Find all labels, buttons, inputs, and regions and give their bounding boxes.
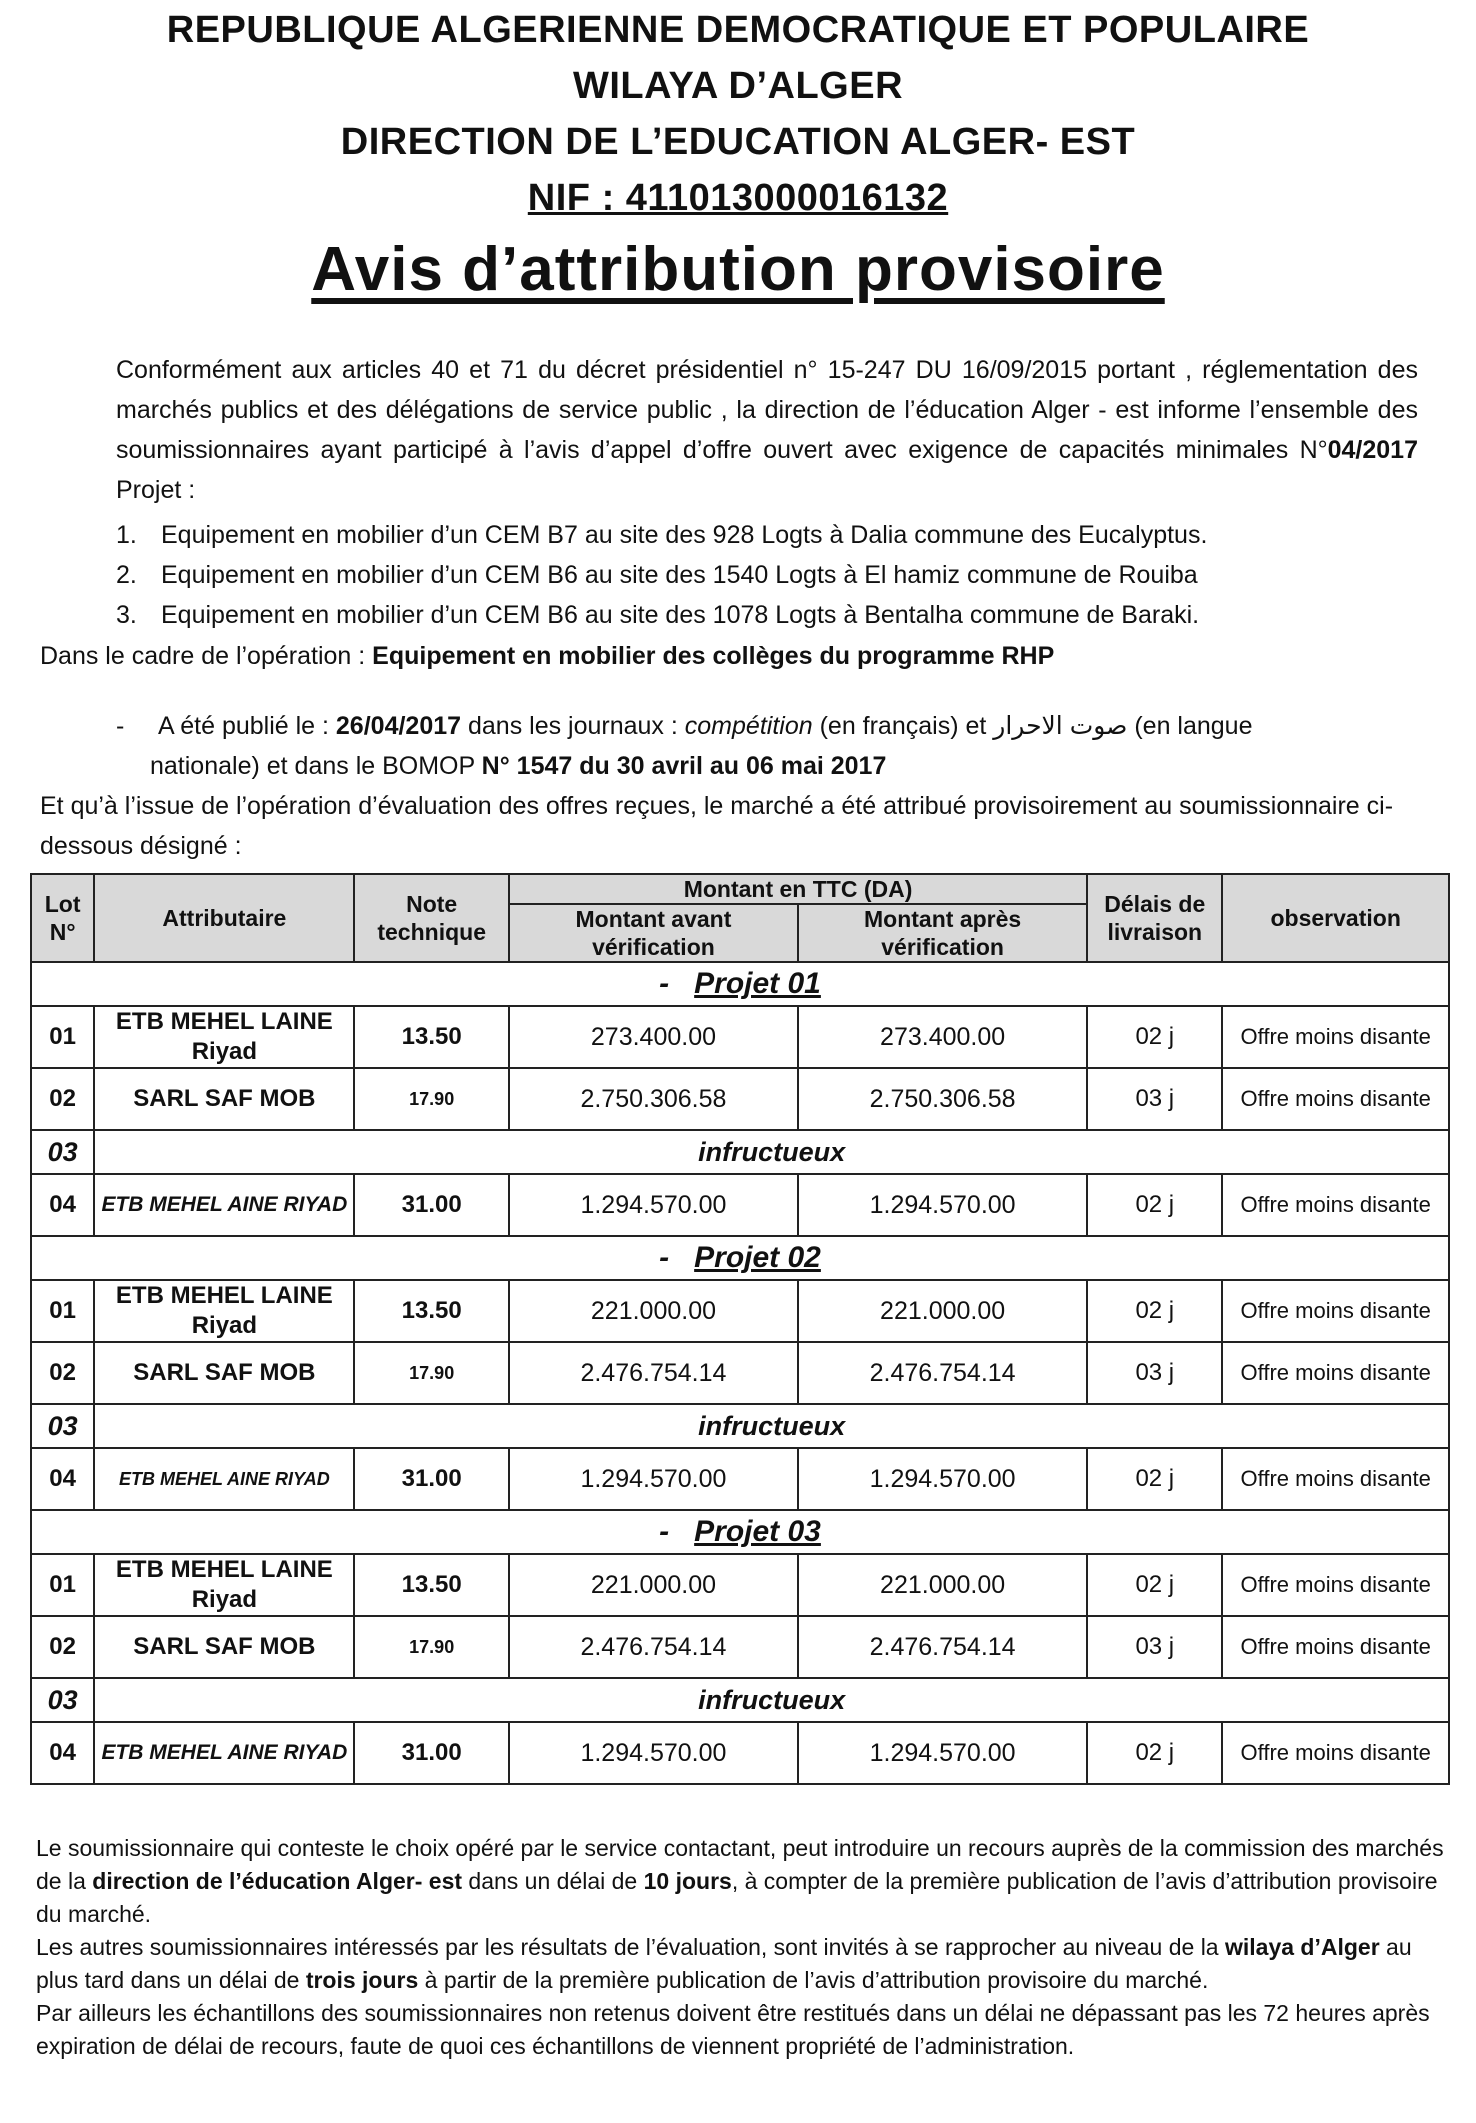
cell-attributaire: ETB MEHEL AINE RIYAD xyxy=(94,1722,354,1784)
cell-montant-avant: 2.750.306.58 xyxy=(509,1068,798,1130)
cell-delai: 03 j xyxy=(1087,1342,1222,1404)
header-nif: NIF : 411013000016132 xyxy=(527,177,949,219)
cell-montant-apres: 1.294.570.00 xyxy=(798,1174,1087,1236)
project-dash: - xyxy=(659,1241,670,1274)
cell-montant-avant: 221.000.00 xyxy=(509,1280,798,1342)
list-item-text: Equipement en mobilier d’un CEM B6 au site des 1078 Logts à Bentalha commune de Baraki. xyxy=(161,601,1200,629)
cell-montant-apres: 221.000.00 xyxy=(798,1554,1087,1616)
table-row xyxy=(31,1722,1449,1784)
closing-p2e: à partir de la première publication de l’avis d’attribution provisoire du marché. xyxy=(418,1967,1209,1993)
publication-e: nationale) et dans le BOMOP xyxy=(150,752,482,780)
table-row xyxy=(31,1448,1449,1510)
cell-observation: Offre moins disante xyxy=(1222,1342,1449,1404)
cell-infructueux: infructueux xyxy=(94,1678,1449,1722)
cell-lot: 03 xyxy=(31,1130,94,1174)
cell-attributaire: ETB MEHEL AINE RIYAD xyxy=(94,1448,354,1510)
cell-observation: Offre moins disante xyxy=(1222,1722,1449,1784)
col-observation: observation xyxy=(1222,874,1449,962)
closing-p2a: Les autres soumissionnaires intéressés par les résultats de l’évaluation, sont invités à se rapprocher au niveau de la xyxy=(36,1934,1225,1960)
cell-lot: 04 xyxy=(31,1174,94,1236)
cell-delai: 03 j xyxy=(1087,1616,1222,1678)
intro-paragraph xyxy=(116,350,1418,510)
document-header xyxy=(0,2,1476,226)
cell-attributaire: SARL SAF MOB xyxy=(94,1616,354,1678)
cell-note: 17.90 xyxy=(354,1068,508,1130)
project-heading-row xyxy=(31,1510,1449,1554)
cell-lot: 02 xyxy=(31,1342,94,1404)
publication-paragraph xyxy=(116,706,1416,786)
cell-montant-avant: 2.476.754.14 xyxy=(509,1342,798,1404)
project-list xyxy=(116,515,1416,635)
header-direction: DIRECTION DE L’EDUCATION ALGER- EST xyxy=(340,121,1136,163)
table-row xyxy=(31,1616,1449,1678)
cell-attributaire: ETB MEHEL AINE RIYAD xyxy=(94,1174,354,1236)
cell-montant-avant: 2.476.754.14 xyxy=(509,1616,798,1678)
list-item xyxy=(116,595,1416,635)
publication-a: A été publié le : xyxy=(158,712,336,740)
closing-section xyxy=(36,1832,1446,2063)
cell-delai: 03 j xyxy=(1087,1068,1222,1130)
cell-lot: 01 xyxy=(31,1554,94,1616)
table-row-infructueux xyxy=(31,1130,1449,1174)
table-row-infructueux xyxy=(31,1678,1449,1722)
cell-observation: Offre moins disante xyxy=(1222,1616,1449,1678)
project-heading-row xyxy=(31,1236,1449,1280)
publication-dash: - xyxy=(116,712,125,740)
list-item xyxy=(116,555,1416,595)
project-name: Projet 01 xyxy=(694,967,821,1000)
cell-note: 31.00 xyxy=(354,1174,508,1236)
cell-note: 17.90 xyxy=(354,1616,508,1678)
closing-p2c: au plus tard dans un délai de xyxy=(36,1934,1412,1993)
cell-infructueux: infructueux xyxy=(94,1130,1449,1174)
col-montant-apres: Montant après vérification xyxy=(798,904,1087,962)
cell-delai: 02 j xyxy=(1087,1554,1222,1616)
cell-montant-avant: 221.000.00 xyxy=(509,1554,798,1616)
closing-recours xyxy=(36,1832,1446,1931)
cell-montant-avant: 273.400.00 xyxy=(509,1006,798,1068)
cell-lot: 01 xyxy=(31,1006,94,1068)
cell-observation: Offre moins disante xyxy=(1222,1174,1449,1236)
cell-montant-avant: 1.294.570.00 xyxy=(509,1722,798,1784)
list-item-number: 1. xyxy=(116,521,137,549)
cell-observation: Offre moins disante xyxy=(1222,1280,1449,1342)
publication-bomop: N° 1547 du 30 avril au 06 mai 2017 xyxy=(481,752,887,780)
closing-p1c: dans un délai de xyxy=(462,1868,644,1894)
cell-lot: 01 xyxy=(31,1280,94,1342)
table-row xyxy=(31,1280,1449,1342)
cell-lot: 03 xyxy=(31,1678,94,1722)
col-lot: Lot N° xyxy=(31,874,94,962)
cell-attributaire: ETB MEHEL LAINE Riyad xyxy=(94,1006,354,1068)
closing-p1d: 10 jours xyxy=(643,1868,732,1894)
issue-paragraph: Et qu’à l’issue de l’opération d’évaluation des offres reçues, le marché a été attribué provisoirement au soumissionnaire ci- dessous désigné : xyxy=(40,792,1394,860)
closing-echantillons: Par ailleurs les échantillons des soumissionnaires non retenus doivent être restitués dans un délai ne dépassant pas les 72 heures après expiration de délai de recours, faute de quoi ces échantillons de viennent propriété de l’administration. xyxy=(36,2000,1430,2059)
results-table xyxy=(30,873,1450,1785)
publication-b: dans les journaux : xyxy=(461,712,685,740)
publication-d: (en langue xyxy=(1127,712,1253,740)
publication-date: 26/04/2017 xyxy=(335,712,462,740)
cell-montant-apres: 2.476.754.14 xyxy=(798,1616,1087,1678)
project-dash: - xyxy=(659,967,670,1000)
col-montant: Montant en TTC (DA) xyxy=(509,874,1087,904)
project-heading-row xyxy=(31,962,1449,1006)
col-attributaire: Attributaire xyxy=(94,874,354,962)
cell-lot: 02 xyxy=(31,1616,94,1678)
project-dash: - xyxy=(659,1515,670,1548)
cell-montant-apres: 2.750.306.58 xyxy=(798,1068,1087,1130)
cell-delai: 02 j xyxy=(1087,1448,1222,1510)
cell-montant-apres: 221.000.00 xyxy=(798,1280,1087,1342)
cell-note: 17.90 xyxy=(354,1342,508,1404)
table-row xyxy=(31,1342,1449,1404)
closing-p1a: Le soumissionnaire qui conteste le choix opéré par le service contactant, peut introduire un recours auprès de la commission des marchés de la xyxy=(36,1835,1444,1894)
cell-note: 13.50 xyxy=(354,1280,508,1342)
cell-delai: 02 j xyxy=(1087,1006,1222,1068)
intro-number: 04/2017 xyxy=(1327,436,1418,464)
closing-autres xyxy=(36,1931,1446,1997)
list-item-text: Equipement en mobilier d’un CEM B7 au site des 928 Logts à Dalia commune des Eucalyptus. xyxy=(161,521,1208,549)
publication-arabic: صوت الاحرار xyxy=(993,712,1128,740)
table-row xyxy=(31,1068,1449,1130)
cell-observation: Offre moins disante xyxy=(1222,1448,1449,1510)
table-row xyxy=(31,1006,1449,1068)
col-montant-avant: Montant avant vérification xyxy=(509,904,798,962)
list-item-number: 3. xyxy=(116,601,137,629)
project-name: Projet 03 xyxy=(694,1515,821,1548)
cell-montant-avant: 1.294.570.00 xyxy=(509,1448,798,1510)
closing-p2d: trois jours xyxy=(305,1967,419,1993)
cell-note: 13.50 xyxy=(354,1554,508,1616)
cell-montant-apres: 1.294.570.00 xyxy=(798,1448,1087,1510)
header-republic: REPUBLIQUE ALGERIENNE DEMOCRATIQUE ET POPULAIRE xyxy=(166,9,1310,51)
cell-lot: 02 xyxy=(31,1068,94,1130)
cell-montant-avant: 1.294.570.00 xyxy=(509,1174,798,1236)
table-row xyxy=(31,1554,1449,1616)
cell-observation: Offre moins disante xyxy=(1222,1006,1449,1068)
document-title: Avis d’attribution provisoire xyxy=(311,235,1165,304)
publication-journal: compétition xyxy=(684,712,813,740)
closing-p1b: direction de l’éducation Alger- est xyxy=(92,1868,463,1894)
closing-p2b: wilaya d’Alger xyxy=(1224,1934,1380,1960)
cell-observation: Offre moins disante xyxy=(1222,1554,1449,1616)
intro-text: Conformément aux articles 40 et 71 du décret présidentiel n° 15-247 DU 16/09/2015 portant , réglementation des marchés publics et des délégations de service public , la direction de l’éducation Alger - est informe l’ensemble des soumissionnaires ayant participé à l’avis d’appel d’offre ouvert avec exigence de capacités minimales N° xyxy=(116,356,1418,464)
cell-attributaire: SARL SAF MOB xyxy=(94,1068,354,1130)
cell-lot: 03 xyxy=(31,1404,94,1448)
cell-observation: Offre moins disante xyxy=(1222,1068,1449,1130)
cell-lot: 04 xyxy=(31,1722,94,1784)
cell-delai: 02 j xyxy=(1087,1174,1222,1236)
intro-tail: Projet : xyxy=(116,476,196,504)
context-operation: Equipement en mobilier des collèges du programme RHP xyxy=(372,642,1055,670)
cell-montant-apres: 1.294.570.00 xyxy=(798,1722,1087,1784)
cell-delai: 02 j xyxy=(1087,1722,1222,1784)
context-prefix: Dans le cadre de l’opération : xyxy=(40,642,373,670)
cell-attributaire: ETB MEHEL LAINE Riyad xyxy=(94,1280,354,1342)
col-note: Note technique xyxy=(354,874,508,962)
cell-attributaire: SARL SAF MOB xyxy=(94,1342,354,1404)
publication-c: (en français) et xyxy=(812,712,994,740)
cell-attributaire: ETB MEHEL LAINE Riyad xyxy=(94,1554,354,1616)
list-item-number: 2. xyxy=(116,561,137,589)
cell-delai: 02 j xyxy=(1087,1280,1222,1342)
cell-lot: 04 xyxy=(31,1448,94,1510)
cell-infructueux: infructueux xyxy=(94,1404,1449,1448)
project-name: Projet 02 xyxy=(694,1241,821,1274)
cell-montant-apres: 2.476.754.14 xyxy=(798,1342,1087,1404)
list-item xyxy=(116,515,1416,555)
operation-context xyxy=(40,638,1054,674)
cell-note: 13.50 xyxy=(354,1006,508,1068)
cell-montant-apres: 273.400.00 xyxy=(798,1006,1087,1068)
cell-note: 31.00 xyxy=(354,1722,508,1784)
header-wilaya: WILAYA D’ALGER xyxy=(572,65,904,107)
col-delais: Délais de livraison xyxy=(1087,874,1222,962)
closing-p1e: , à compter de la première publication de l’avis d’attribution provisoire du marché. xyxy=(36,1868,1438,1927)
cell-note: 31.00 xyxy=(354,1448,508,1510)
table-row xyxy=(31,1174,1449,1236)
list-item-text: Equipement en mobilier d’un CEM B6 au site des 1540 Logts à El hamiz commune de Rouiba xyxy=(161,561,1198,589)
table-row-infructueux xyxy=(31,1404,1449,1448)
